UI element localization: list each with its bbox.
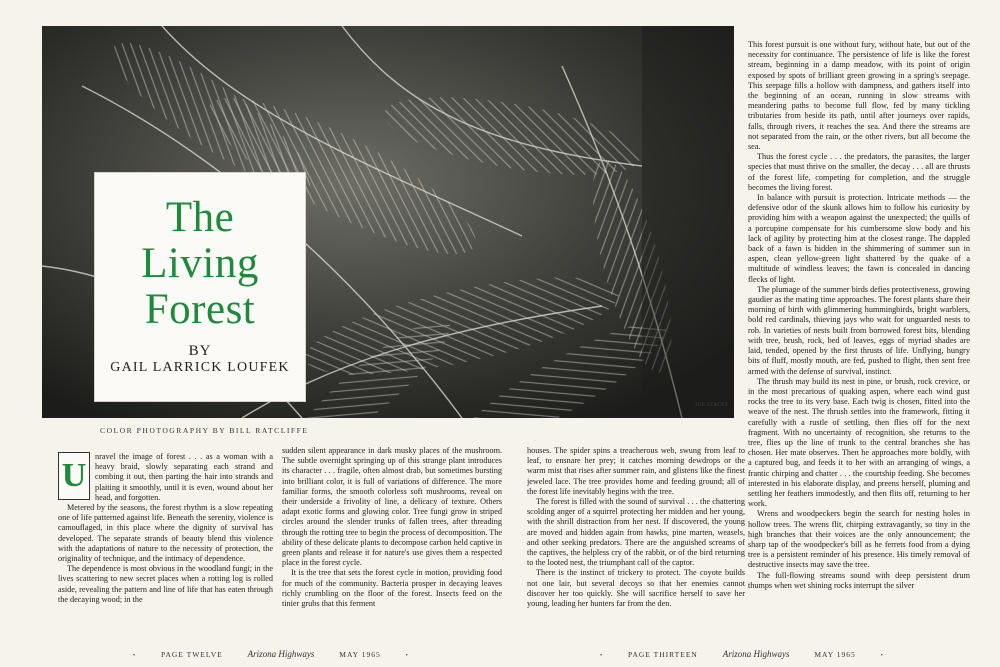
text-column-3 <box>527 446 745 642</box>
paragraph: There is the instinct of trickery to protect. The coyote builds not one lair, but several decoys so that her enemies cannot discover her too quickly. She will sacrifice herself to save her young, leading her hunters far from the den. <box>527 568 745 609</box>
paragraph: The forest is filled with the sound of survival . . . the chattering scolding anger of a squirrel protecting her midden and her young, with the shrill distraction from her nest. If discovered, the young are moved and hidden again from hawks, pine marten, weasels, and other seeking predators. There are the anguished screams of the captives, the helpless cry of the rabbit, or of the bird returning to the looted nest, the triumphant call of the captor. <box>527 497 745 568</box>
issue-date-left: MAY 1965 <box>339 650 381 659</box>
author-name: GAIL LARRICK LOUFEK <box>110 360 290 375</box>
page-number-left: PAGE TWELVE <box>160 650 223 659</box>
title-word-2: Living <box>141 240 259 287</box>
footer-bullet: • <box>133 653 137 659</box>
issue-date-right: MAY 1965 <box>814 650 856 659</box>
page-number-right: PAGE THIRTEEN <box>627 650 698 659</box>
paragraph: This forest pursuit is one without fury, without hate, but out of the necessity for continuance. The persistence of life is like the forest stream, beginning in a damp meadow, with its point of origin exposed by spots of brilliant green growing in a spring's seepage. This seepage fills a hollow with dampness, and gathers itself into the beginning of an ocean, running in slow streams with meandering paths to become full flow, fed by many tickling tributaries from beside its path, until after journeys over rapids, falls, through rivers, it reaches the sea. And there the streams are not separated from the rain, or the other rivers, but all become the sea. <box>748 40 970 152</box>
footer-bullet: • <box>600 653 604 659</box>
paragraph: Wrens and woodpeckers begin the search for nesting holes in hollow trees. The wrens flit, chirping extravagantly, so tiny in the high branches that their voices are the only announcement; the sharp tap of the woodpecker's bill as he ferrets food from a dying tree is a persistent reminder of his presence. His timely removal of destructive insects may save the tree. <box>748 509 970 570</box>
footer-right <box>600 649 906 659</box>
paragraph: sudden silent appearance in dark musky places of the mushroom. The subtle overnight springing up of this strange plant introduces its character . . . fragile, often almost drab, but sometimes bursting into brilliant color, it is full of variations of difference. The more familiar forms, the smooth colorless soft mushrooms, reveal on their underside a frivolity of line, a delicacy of texture. Others adapt exotic forms and glowing color. Tree fungi grow in striped circles around the slender trunks of fallen trees, after threading through the rotting tree to begin the process of decomposition. The ability of these delicate plants to decompose carbon held captive in green plants and release it for nature's use gives them a respected place in the forest cycle. <box>282 446 502 568</box>
footer-left <box>133 649 431 659</box>
paragraph: houses. The spider spins a treacherous web, swung from leaf to leaf, to ensnare her prey; it catches morning dewdrops or the warm mist that rises after summer rain, and glistens like the finest jeweled lace. The tree provides home and feeding ground; all of the forest life inevitably begins with the tree. <box>527 446 745 496</box>
color-photography-credit: COLOR PHOTOGRAPHY BY BILL RATCLIFFE <box>100 426 309 435</box>
illuminated-dropcap: U <box>58 452 90 500</box>
paragraph: It is the tree that sets the forest cycle in motion, providing food for much of the community. Bacteria prosper in decaying leaves richly crumbling on the floor of the forest. Insects feed on the tinier grubs that this ferment <box>282 568 502 609</box>
title-panel <box>94 172 306 402</box>
magazine-name-left: Arizona Highways <box>247 649 315 659</box>
paragraph: In balance with pursuit is protection. Intricate methods — the defensive odor of the skunk allows him to follow his curiosity by providing him with a weapon against the unexpected; the quills of a porcupine compensate for his cumbersome slow body and his lack of agility by protecting him at the closest range. The dappled back of a fawn is hidden in the shimmering of summer sun in aspen, clean yellow-green light shattered by the quake of a multitude of windless leaves; the fawn is concealed in dancing flecks of light. <box>748 193 970 284</box>
footer-bullet: • <box>880 653 884 659</box>
photographer-credit: JOE STACEY <box>695 403 729 408</box>
paragraph: Thus the forest cycle . . . the predators, the parasites, the larger species that must thrive on the smaller, the decay . . . all are thrusts of the forest life, competing for completion, and the struggle becomes the living forest. <box>748 152 970 192</box>
magazine-name-right: Arizona Highways <box>722 649 790 659</box>
byline-by: BY <box>188 343 212 359</box>
paragraph: The plumage of the summer birds defies protectiveness, growing gaudier as the mating time approaches. The forest plants share their morning of birth with glimmering hummingbirds, bright warblers, bold red cardinals, thieving jays who wait for unguarded nests to rob. In varieties of nests built from borrowed forest bits, blending with tree, brush, rock, bed of leaves, eggs of myriad shades are laid, tended, opened by the first thrusts of life. Unflying, hungry bits of fluff, mostly mouth, are fed, pushed to flight, then sent free armed with the defense of survival, instinct. <box>748 284 970 376</box>
paragraph: nravel the image of forest . . . as a woman with a heavy braid, slowly separating each strand and combing it out, then parting the hair into strands and plaiting it smoothly, until it is even, wound about her head, and forgotten. <box>95 452 273 502</box>
paragraph: The dependence is most obvious in the woodland fungi; in the lives scattering to new secret places when a rotting log is rolled aside, revealing the pattern and line of life that has eaten through the decaying wood; in the <box>58 564 273 604</box>
text-column-4 <box>748 40 970 642</box>
paragraph: Metered by the seasons, the forest rhythm is a slow repeating one of life patterned against life. Beneath the serenity, violence is camouflaged, in this place where the dignity of survival has developed. The separate strands of beauty blend this violence with the adaptations of nature to the necessity of protection, the originality of technique, and the intimacy of dependence. <box>58 503 273 564</box>
paragraph: The full-flowing streams sound with deep persistent drum thumps when wet shining rocks interrupt the silver <box>748 570 970 590</box>
text-column-1 <box>58 452 273 642</box>
title-word-1: The <box>165 194 235 241</box>
text-column-2 <box>282 446 502 642</box>
footer-bullet: • <box>405 653 409 659</box>
paragraph: The thrush may build its nest in pine, or brush, rock crevice, or in the most precarious of quaking aspen, where each wind gust rocks the tree to its very base. Each twig is chosen, fitted into the weave of the nest. The thrush settles into the framework, fitting it carefully with a rustle of settling, then flies off for the next fragment. With no uncertainty of recognition, she returns to the tree, flies up the line of trunk to the central branches she has chosen. Her mate observes. Then he approaches more boldly, with a captured bug, and feeds it to her with an arranging of wings, a frantic chirping and chatter . . . the courtship feeding. She becomes interested in his elaborate display, and preens herself, pluming and settling her feathers immodestly, and then flits off, returning to her work. <box>748 376 970 509</box>
title-word-3: Forest <box>144 286 256 333</box>
